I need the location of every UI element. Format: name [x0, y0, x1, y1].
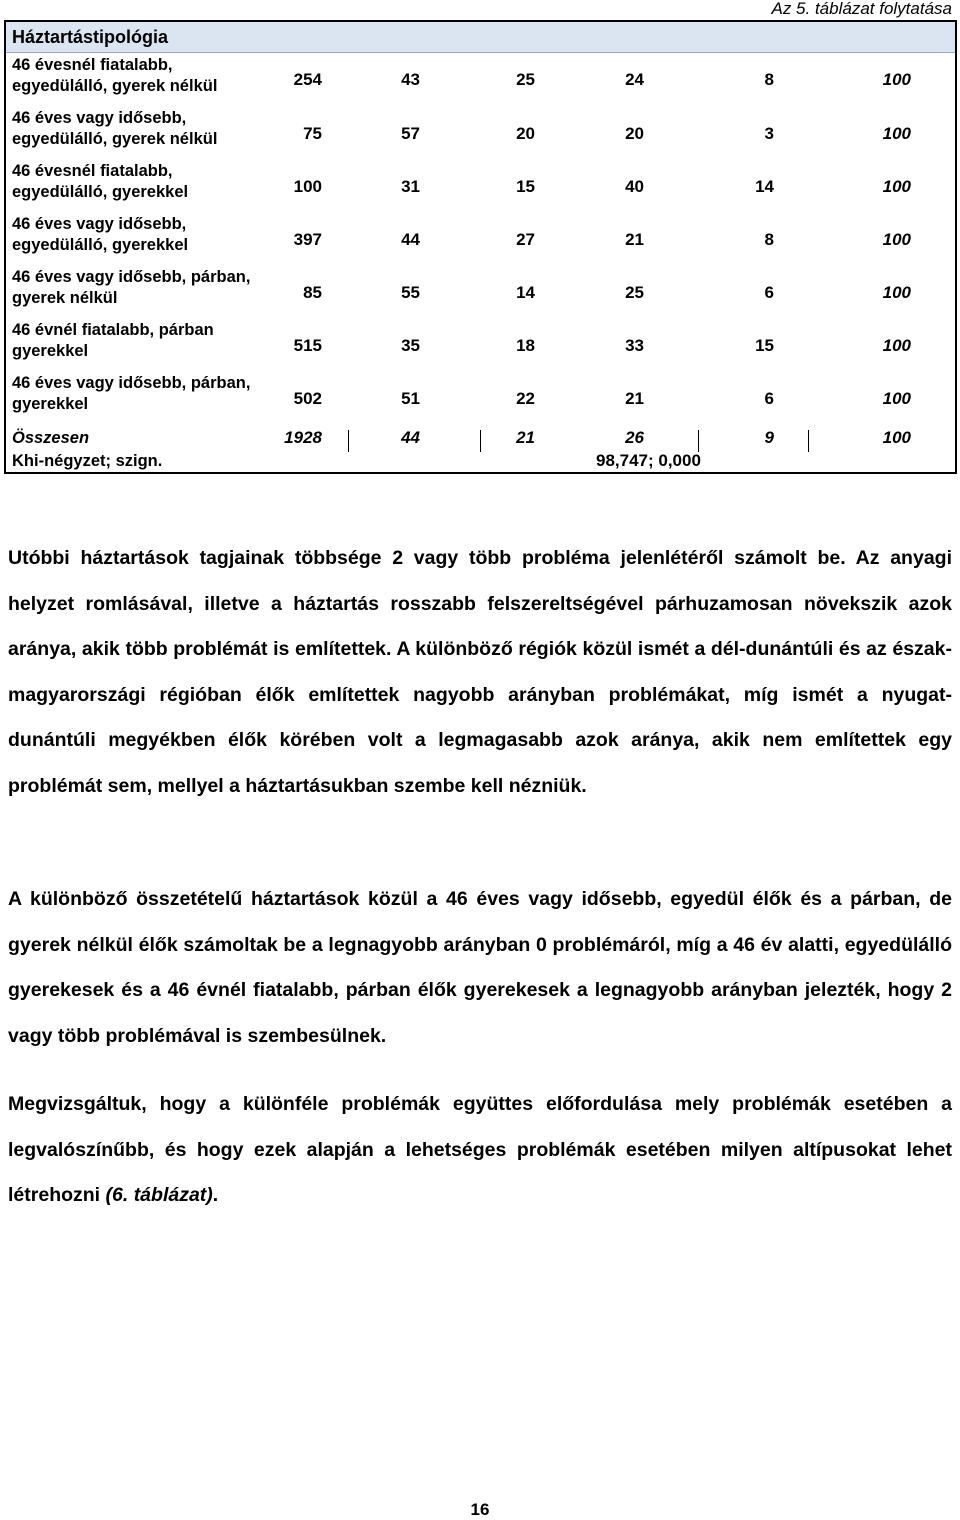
cell-n: 515 — [293, 336, 322, 355]
paragraph-2: A különböző összetételű háztartások közül a 46 éves vagy idősebb, egyedül élők és a párban, de gyerek nélkül élők számoltak be a legnagyobb arányban 0 problémáról, míg a 46 év alatti, egyedülálló gyerekesek és a 46 évnél fiatalabb, párban élők gyerekesek a legnagyobb arányban jelezték, hogy 2 vagy több problémával is szembesülnek. — [8, 888, 952, 1047]
cell-n: 100 — [293, 177, 322, 196]
household-table — [4, 20, 957, 474]
cell-n: 254 — [293, 70, 322, 89]
cell-v2: 20 — [516, 124, 535, 143]
cell-v1: 35 — [401, 336, 420, 355]
total-label: Összesen — [12, 429, 90, 447]
chi-value: 98,747; 0,000 — [596, 451, 701, 470]
cell-v3: 21 — [625, 230, 644, 249]
cell-v2: 18 — [516, 336, 535, 355]
total-n: 1928 — [284, 428, 322, 447]
cell-v2: 14 — [516, 283, 535, 302]
table-row — [6, 264, 955, 317]
row-label: 46 évesnél fiatalabb, egyedülálló, gyerek nélkül — [12, 56, 218, 95]
cell-v4: 8 — [764, 70, 774, 89]
cell-v4: 15 — [755, 336, 774, 355]
row-label: 46 évnél fiatalabb, párban gyerekkel — [12, 321, 214, 360]
cell-v3: 40 — [625, 177, 644, 196]
cell-v3: 25 — [625, 283, 644, 302]
row-label: 46 éves vagy idősebb, párban, gyerek nélkül — [12, 268, 251, 307]
cell-v4: 6 — [764, 389, 774, 408]
cell-v4: 14 — [755, 177, 774, 196]
paragraph-3 — [8, 1082, 952, 1219]
table-caption: Az 5. táblázat folytatása — [771, 0, 952, 18]
cell-v1: 31 — [401, 177, 420, 196]
cell-n: 502 — [293, 389, 322, 408]
table-chi-row — [6, 448, 955, 474]
cell-v2: 27 — [516, 230, 535, 249]
cell-total: 100 — [882, 283, 911, 302]
cell-v2: 22 — [516, 389, 535, 408]
cell-v2: 25 — [516, 70, 535, 89]
cell-v1: 43 — [401, 70, 420, 89]
total-v3: 26 — [625, 428, 644, 447]
table-row — [6, 158, 955, 211]
cell-v3: 20 — [625, 124, 644, 143]
cell-total: 100 — [882, 124, 911, 143]
table-row — [6, 52, 955, 105]
row-label: 46 éves vagy idősebb, egyedülálló, gyerek nélkül — [12, 109, 218, 148]
paragraph-1: Utóbbi háztartások tagjainak többsége 2 vagy több probléma jelenlétéről számolt be. Az anyagi helyzet romlásával, illetve a háztartás rosszabb felszereltségével párhuzamosan növekszik azok aránya, akik több problémát is említettek. A különböző régiók közül ismét a dél-dunántúli és az észak-magyarországi régióban élők említettek nagyobb arányban problémákat, míg ismét a nyugat-dunántúli megyékben élők körében volt a legmagasabb azok aránya, akik nem említettek egy problémát sem, mellyel a háztartásukban szembe kell nézniük. — [8, 547, 952, 797]
cell-v1: 51 — [401, 389, 420, 408]
paragraph-3-end: . — [212, 1184, 219, 1206]
cell-v1: 55 — [401, 283, 420, 302]
total-v4: 9 — [764, 428, 774, 447]
cell-total: 100 — [882, 70, 911, 89]
paragraph-3-text: Megvizsgáltuk, hogy a különféle problémák együttes előfordulása mely problémák esetében a legvalószínűbb, és hogy ezek alapján a lehetséges problémák esetében milyen altípusokat lehet létrehozni — [8, 1093, 952, 1206]
row-label: 46 éves vagy idősebb, egyedülálló, gyerekkel — [12, 215, 189, 254]
table-total-row — [6, 424, 955, 448]
table-row — [6, 105, 955, 158]
cell-n: 397 — [293, 230, 322, 249]
cell-v1: 44 — [401, 230, 420, 249]
row-label: 46 éves vagy idősebb, párban, gyerekkel — [12, 374, 251, 413]
cell-v1: 57 — [401, 124, 420, 143]
table-row — [6, 370, 955, 423]
cell-v2: 15 — [516, 177, 535, 196]
total-v1: 44 — [401, 428, 420, 447]
table-row — [6, 211, 955, 264]
table-header-row — [6, 22, 955, 53]
cell-v3: 21 — [625, 389, 644, 408]
cell-total: 100 — [882, 336, 911, 355]
table-header-label: Háztartástipológia — [12, 27, 169, 47]
table-reference-link[interactable]: (6. táblázat) — [105, 1184, 213, 1206]
cell-v4: 3 — [764, 124, 774, 143]
cell-v4: 8 — [764, 230, 774, 249]
cell-n: 85 — [303, 283, 322, 302]
cell-v3: 33 — [625, 336, 644, 355]
cell-total: 100 — [882, 230, 911, 249]
cell-total: 100 — [882, 177, 911, 196]
cell-v4: 6 — [764, 283, 774, 302]
cell-v3: 24 — [625, 70, 644, 89]
row-label: 46 évesnél fiatalabb, egyedülálló, gyerekkel — [12, 162, 189, 201]
total-total: 100 — [882, 428, 911, 447]
chi-label: Khi-négyzet; szign. — [12, 452, 163, 470]
table-row — [6, 317, 955, 370]
cell-total: 100 — [882, 389, 911, 408]
total-v2: 21 — [516, 428, 535, 447]
page-number: 16 — [470, 1500, 490, 1519]
cell-n: 75 — [303, 124, 322, 143]
